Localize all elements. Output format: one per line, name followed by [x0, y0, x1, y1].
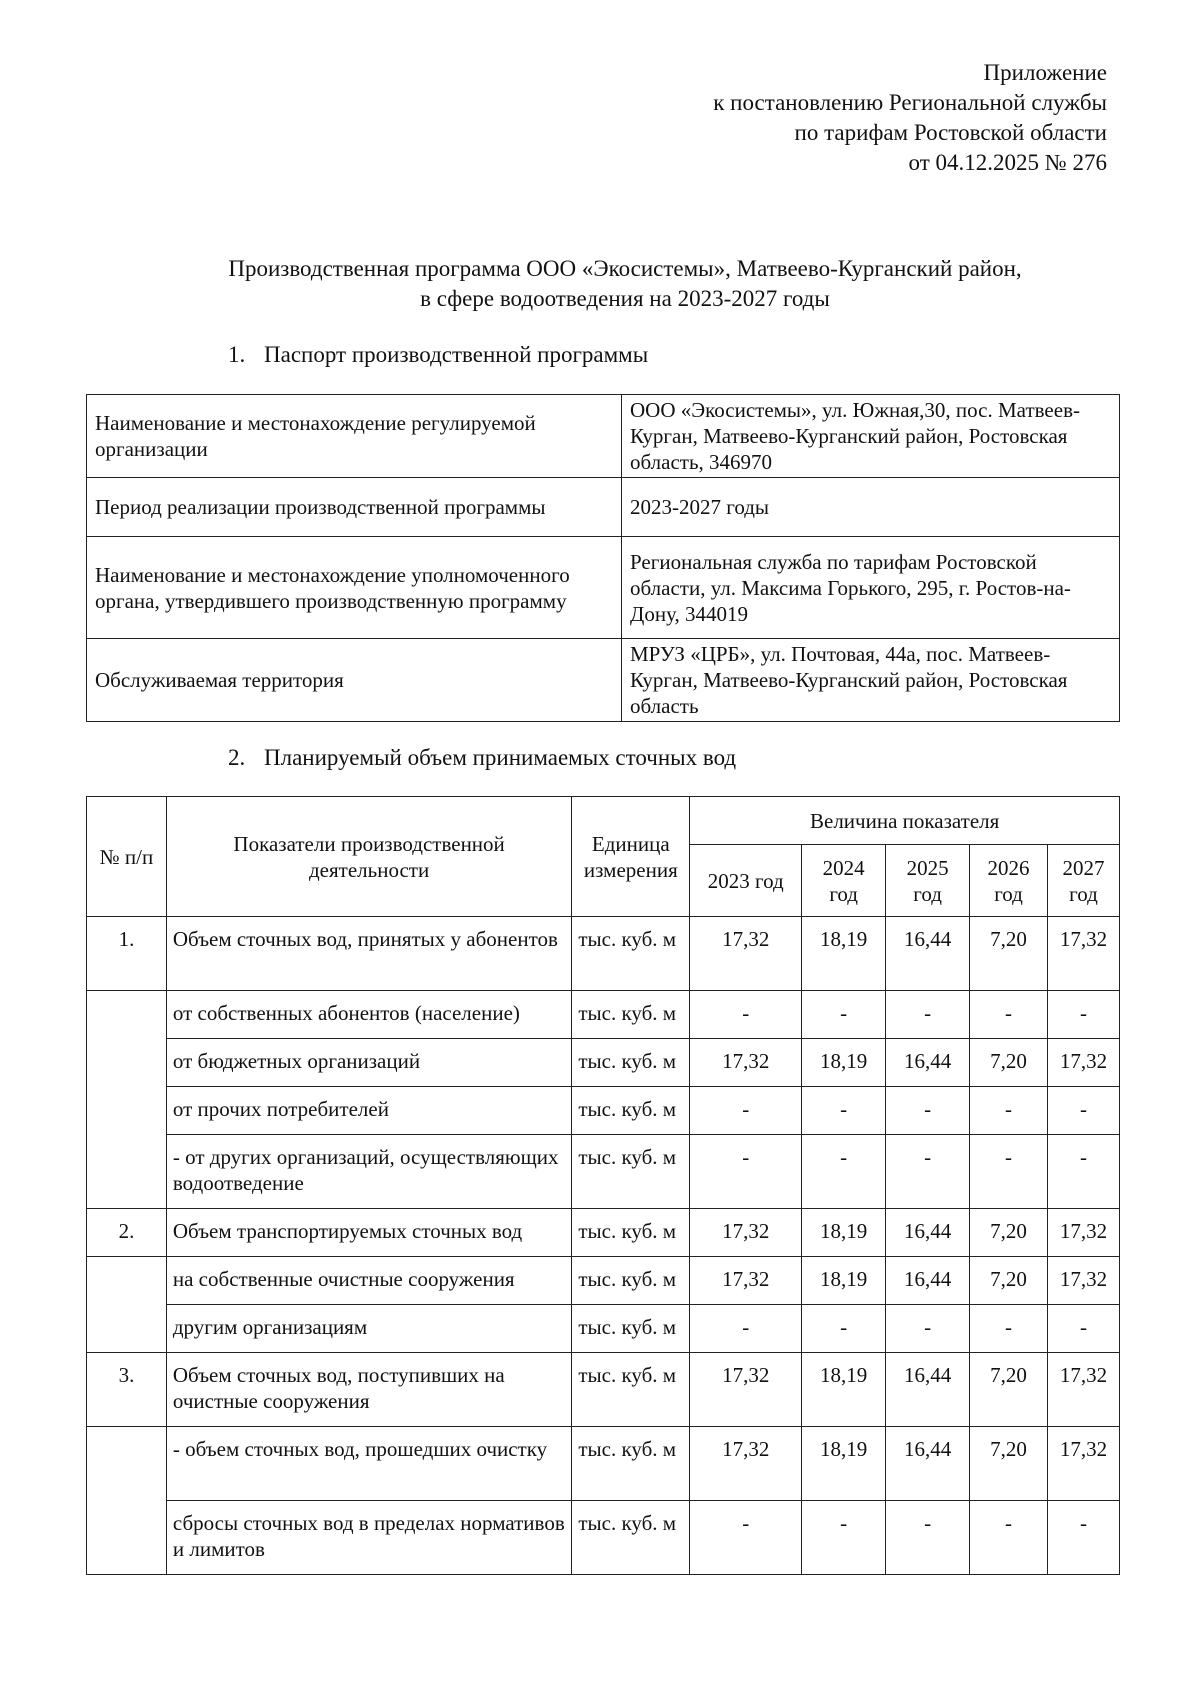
- row-unit: тыс. куб. м: [572, 991, 690, 1039]
- header-year: 2024 год: [802, 845, 886, 917]
- row-value: 17,32: [1047, 1353, 1119, 1427]
- row-indicator: - от других организаций, осуществляющих водоотведение: [166, 1135, 571, 1209]
- row-value: -: [690, 1501, 802, 1575]
- row-unit: тыс. куб. м: [572, 1209, 690, 1257]
- section-title: Паспорт производственной программы: [264, 342, 649, 367]
- appendix-line: Приложение: [983, 60, 1107, 85]
- row-value: 17,32: [1047, 917, 1119, 991]
- header-num: № п/п: [87, 797, 167, 917]
- row-unit: тыс. куб. м: [572, 1039, 690, 1087]
- row-value: -: [690, 991, 802, 1039]
- row-value: 7,20: [970, 1427, 1048, 1501]
- row-value: 7,20: [970, 1353, 1048, 1427]
- row-value: 16,44: [886, 1209, 970, 1257]
- row-unit: тыс. куб. м: [572, 1427, 690, 1501]
- title-line: Производственная программа ООО «Экосистемы», Матвеево-Курганский район,: [228, 256, 1022, 281]
- section-number: 1.: [228, 342, 246, 367]
- section-heading-volume: [228, 743, 736, 773]
- row-value: 18,19: [802, 917, 886, 991]
- row-value: -: [1047, 991, 1119, 1039]
- row-indicator: от собственных абонентов (население): [166, 991, 571, 1039]
- row-indicator: Объем сточных вод, принятых у абонентов: [166, 917, 571, 991]
- passport-value: 2023-2027 годы: [622, 478, 1120, 537]
- row-value: 16,44: [886, 1039, 970, 1087]
- row-value: -: [1047, 1087, 1119, 1135]
- passport-row: [87, 395, 1120, 478]
- row-indicator: другим организациям: [166, 1305, 571, 1353]
- passport-row: [87, 478, 1120, 537]
- header-row: [87, 797, 1120, 845]
- row-value: -: [1047, 1305, 1119, 1353]
- row-value: 17,32: [690, 1353, 802, 1427]
- passport-label: Период реализации производственной программы: [87, 478, 622, 537]
- row-value: -: [802, 1305, 886, 1353]
- row-value: -: [886, 1305, 970, 1353]
- row-value: -: [970, 991, 1048, 1039]
- row-value: 17,32: [690, 1209, 802, 1257]
- row-value: -: [690, 1135, 802, 1209]
- row-value: -: [690, 1087, 802, 1135]
- section-title: Планируемый объем принимаемых сточных вод: [264, 745, 737, 770]
- row-value: 16,44: [886, 1427, 970, 1501]
- row-value: -: [886, 1087, 970, 1135]
- row-indicator: сбросы сточных вод в пределах нормативов и лимитов: [166, 1501, 571, 1575]
- appendix-line: по тарифам Ростовской области: [794, 120, 1107, 145]
- passport-label: Обслуживаемая территория: [87, 639, 622, 722]
- row-value: -: [802, 1135, 886, 1209]
- row-value: -: [886, 991, 970, 1039]
- row-indicator: от бюджетных организаций: [166, 1039, 571, 1087]
- table-row: [87, 1305, 1120, 1353]
- passport-table: [86, 394, 1120, 722]
- document-title: [0, 254, 1200, 314]
- header-year: 2026 год: [970, 845, 1048, 917]
- section-heading-passport: [228, 340, 648, 370]
- row-value: -: [886, 1135, 970, 1209]
- row-value: 7,20: [970, 917, 1048, 991]
- table-row: [87, 1209, 1120, 1257]
- row-number: [87, 1427, 167, 1575]
- row-indicator: - объем сточных вод, прошедших очистку: [166, 1427, 571, 1501]
- table-row: [87, 1135, 1120, 1209]
- title-line: в сфере водоотведения на 2023-2027 годы: [420, 286, 830, 311]
- row-value: -: [1047, 1135, 1119, 1209]
- table-row: [87, 1087, 1120, 1135]
- table-row: [87, 1039, 1120, 1087]
- passport-value: Региональная служба по тарифам Ростовской области, ул. Максима Горького, 295, г. Ростов-на-Дону, 344019: [622, 537, 1120, 639]
- row-value: 7,20: [970, 1257, 1048, 1305]
- row-value: -: [690, 1305, 802, 1353]
- row-value: 17,32: [1047, 1039, 1119, 1087]
- row-unit: тыс. куб. м: [572, 1135, 690, 1209]
- row-value: 18,19: [802, 1353, 886, 1427]
- row-value: 7,20: [970, 1209, 1048, 1257]
- row-indicator: на собственные очистные сооружения: [166, 1257, 571, 1305]
- row-number: 2.: [87, 1209, 167, 1257]
- row-value: -: [1047, 1501, 1119, 1575]
- row-value: -: [970, 1305, 1048, 1353]
- appendix-line: к постановлению Региональной службы: [713, 90, 1107, 115]
- row-value: 17,32: [1047, 1257, 1119, 1305]
- row-unit: тыс. куб. м: [572, 1501, 690, 1575]
- row-unit: тыс. куб. м: [572, 1305, 690, 1353]
- row-number: [87, 1257, 167, 1353]
- row-number: 1.: [87, 917, 167, 991]
- passport-value: МРУЗ «ЦРБ», ул. Почтовая, 44а, пос. Матвеев-Курган, Матвеево-Курганский район, Ростовская область: [622, 639, 1120, 722]
- header-value-group: Величина показателя: [690, 797, 1120, 845]
- row-value: -: [802, 1087, 886, 1135]
- appendix-header: [713, 58, 1107, 178]
- header-year: 2027 год: [1047, 845, 1119, 917]
- row-value: -: [802, 1501, 886, 1575]
- row-value: 18,19: [802, 1209, 886, 1257]
- table-row: [87, 1257, 1120, 1305]
- row-indicator: Объем сточных вод, поступивших на очистные сооружения: [166, 1353, 571, 1427]
- header-indicator: Показатели производственной деятельности: [166, 797, 571, 917]
- row-indicator: от прочих потребителей: [166, 1087, 571, 1135]
- row-value: 16,44: [886, 1353, 970, 1427]
- row-value: -: [886, 1501, 970, 1575]
- table-row: [87, 917, 1120, 991]
- section-number: 2.: [228, 745, 246, 770]
- row-value: -: [970, 1087, 1048, 1135]
- row-value: 17,32: [690, 917, 802, 991]
- table-row: [87, 991, 1120, 1039]
- table-row: [87, 1353, 1120, 1427]
- table-row: [87, 1427, 1120, 1501]
- passport-label: Наименование и местонахождение регулируемой организации: [87, 395, 622, 478]
- row-value: 17,32: [690, 1039, 802, 1087]
- passport-label: Наименование и местонахождение уполномоченного органа, утвердившего производственную программу: [87, 537, 622, 639]
- row-unit: тыс. куб. м: [572, 1353, 690, 1427]
- row-unit: тыс. куб. м: [572, 917, 690, 991]
- row-value: -: [970, 1501, 1048, 1575]
- row-value: 17,32: [690, 1257, 802, 1305]
- passport-row: [87, 639, 1120, 722]
- row-unit: тыс. куб. м: [572, 1087, 690, 1135]
- row-value: 18,19: [802, 1257, 886, 1305]
- header-year: 2025 год: [886, 845, 970, 917]
- table-row: [87, 1501, 1120, 1575]
- row-unit: тыс. куб. м: [572, 1257, 690, 1305]
- row-value: 17,32: [1047, 1427, 1119, 1501]
- row-value: -: [802, 991, 886, 1039]
- passport-value: ООО «Экосистемы», ул. Южная,30, пос. Матвеев-Курган, Матвеево-Курганский район, Ростовская область, 346970: [622, 395, 1120, 478]
- volume-table: [86, 796, 1120, 1575]
- appendix-line: от 04.12.2025 № 276: [908, 150, 1107, 175]
- row-value: 16,44: [886, 917, 970, 991]
- row-value: 18,19: [802, 1039, 886, 1087]
- row-value: 17,32: [1047, 1209, 1119, 1257]
- row-indicator: Объем транспортируемых сточных вод: [166, 1209, 571, 1257]
- header-unit: Единица измерения: [572, 797, 690, 917]
- row-number: [87, 991, 167, 1209]
- row-number: 3.: [87, 1353, 167, 1427]
- header-year: 2023 год: [690, 845, 802, 917]
- row-value: 7,20: [970, 1039, 1048, 1087]
- row-value: 16,44: [886, 1257, 970, 1305]
- passport-row: [87, 537, 1120, 639]
- row-value: -: [970, 1135, 1048, 1209]
- row-value: 18,19: [802, 1427, 886, 1501]
- row-value: 17,32: [690, 1427, 802, 1501]
